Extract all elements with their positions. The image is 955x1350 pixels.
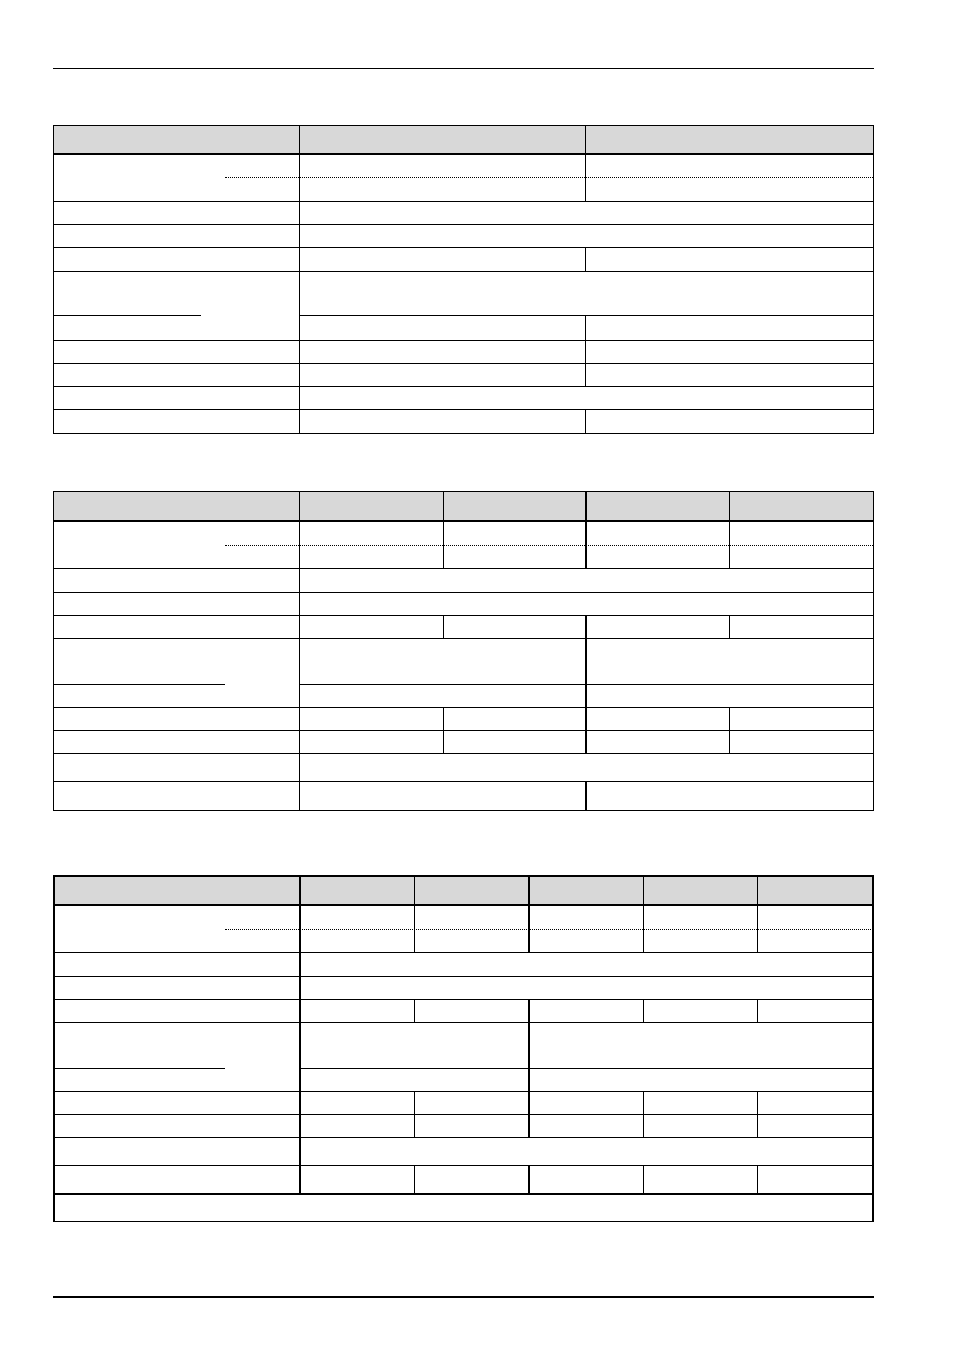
table-grid-line xyxy=(53,638,874,639)
table-grid-line xyxy=(299,1068,874,1069)
table-grid-line xyxy=(443,491,444,569)
table-1 xyxy=(53,125,874,434)
table-grid-line xyxy=(53,224,874,225)
table-grid-line xyxy=(872,875,874,1222)
table-dotted-line xyxy=(225,545,873,546)
table-grid-line xyxy=(757,999,758,1023)
table-grid-line xyxy=(299,491,300,811)
table-grid-line xyxy=(53,952,874,953)
table-grid-line xyxy=(443,615,444,639)
table-grid-line xyxy=(53,1165,874,1166)
table-grid-line xyxy=(643,875,644,953)
table-grid-line xyxy=(757,1091,758,1138)
table-grid-line xyxy=(53,153,874,155)
table-grid-line xyxy=(873,491,874,811)
table-grid-line xyxy=(53,875,874,877)
table-grid-line xyxy=(585,781,587,811)
table-grid-line xyxy=(53,386,874,387)
table-grid-line xyxy=(53,363,874,364)
table-grid-line xyxy=(53,1137,874,1138)
table-3 xyxy=(53,875,874,1223)
table-grid-line xyxy=(585,409,586,434)
table-grid-line xyxy=(729,615,730,639)
table-grid-line xyxy=(729,707,730,754)
table-grid-line xyxy=(53,125,54,434)
table-grid-line xyxy=(53,409,874,410)
table-grid-line xyxy=(53,730,874,731)
table-dotted-line xyxy=(225,177,873,178)
table-grid-line xyxy=(53,1068,225,1069)
table-grid-line xyxy=(53,707,874,708)
table-grid-line xyxy=(53,271,874,272)
table-grid-line xyxy=(299,125,300,434)
table-grid-line xyxy=(53,315,201,316)
table-grid-line xyxy=(528,1091,530,1138)
table-dotted-line xyxy=(225,929,873,930)
table-header-row xyxy=(54,876,873,905)
table-grid-line xyxy=(443,707,444,754)
table-grid-line xyxy=(53,340,874,341)
table-grid-line xyxy=(53,999,874,1000)
table-grid-line xyxy=(53,781,874,782)
table-grid-line xyxy=(643,999,644,1023)
table-grid-line xyxy=(53,247,874,248)
table-grid-line xyxy=(528,999,530,1092)
table-grid-line xyxy=(585,125,586,202)
table-grid-line xyxy=(53,1114,874,1115)
table-grid-line xyxy=(53,1221,874,1222)
table-grid-line xyxy=(757,875,758,953)
table-grid-line xyxy=(414,999,415,1023)
table-grid-line xyxy=(414,1165,415,1194)
table-grid-line xyxy=(53,875,55,1222)
table-grid-line xyxy=(299,315,874,316)
table-grid-line xyxy=(585,615,587,708)
table-grid-line xyxy=(53,904,874,906)
table-grid-line xyxy=(53,491,54,811)
table-grid-line xyxy=(53,1193,874,1195)
table-header-row xyxy=(54,492,873,521)
table-grid-line xyxy=(299,875,301,1194)
table-grid-line xyxy=(53,753,874,754)
table-grid-line xyxy=(53,1091,874,1092)
table-header-row xyxy=(54,126,873,154)
table-grid-line xyxy=(53,810,874,811)
table-grid-line xyxy=(53,592,874,593)
table-grid-line xyxy=(528,1165,530,1194)
table-grid-line xyxy=(53,433,874,434)
table-grid-line xyxy=(53,615,874,616)
table-grid-line xyxy=(53,125,874,126)
table-grid-line xyxy=(585,315,586,387)
table-grid-line xyxy=(528,875,530,953)
table-grid-line xyxy=(643,1091,644,1138)
table-grid-line xyxy=(585,491,587,569)
footer-rule xyxy=(53,1296,874,1298)
table-grid-line xyxy=(53,491,874,492)
table-grid-line xyxy=(53,201,874,202)
table-grid-line xyxy=(585,247,586,272)
table-grid-line xyxy=(53,1022,874,1023)
header-rule xyxy=(53,68,874,69)
table-grid-line xyxy=(53,520,874,522)
table-grid-line xyxy=(873,125,874,434)
table-grid-line xyxy=(643,1165,644,1194)
table-grid-line xyxy=(585,707,587,754)
table-2 xyxy=(53,491,874,811)
table-grid-line xyxy=(53,568,874,569)
table-grid-line xyxy=(729,491,730,569)
table-grid-line xyxy=(53,684,225,685)
table-grid-line xyxy=(53,976,874,977)
table-grid-line xyxy=(757,1165,758,1194)
table-grid-line xyxy=(414,1091,415,1138)
table-grid-line xyxy=(414,875,415,953)
